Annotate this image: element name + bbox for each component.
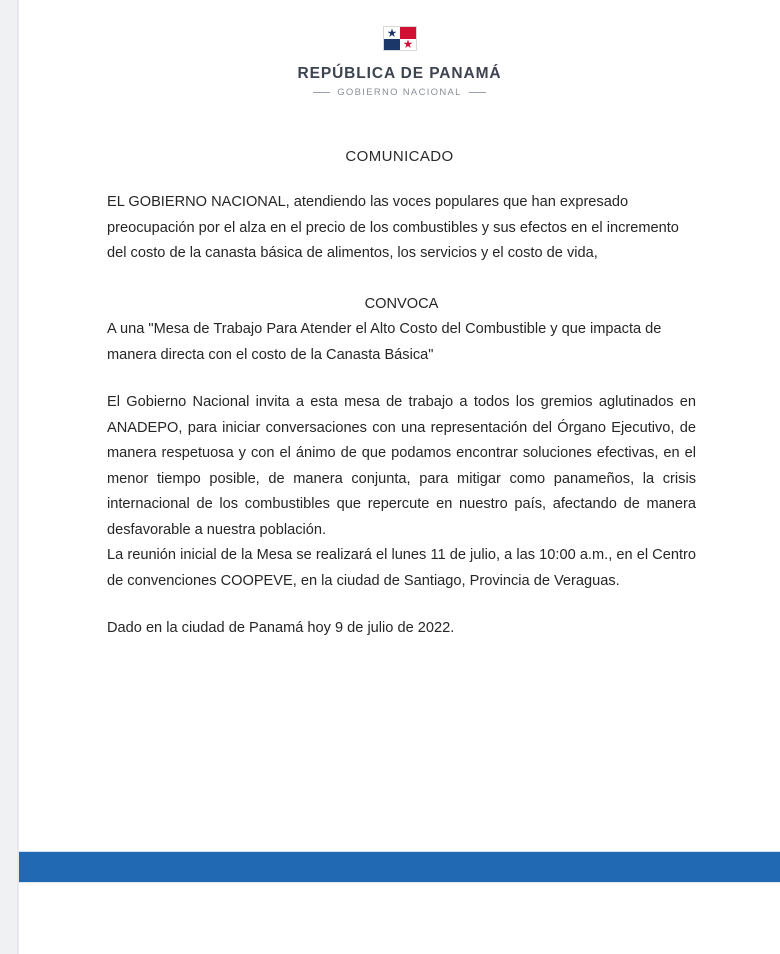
closing-paragraph: Dado en la ciudad de Panamá hoy 9 de julio de 2022. (107, 620, 455, 636)
intro-paragraph: EL GOBIERNO NACIONAL, atendiendo las voces populares que han expresado preocupación por el alza en el precio de los combustibles y sus efectos en el incremento del costo de la canasta básica de alimentos, los servicios y el costo de vida, (107, 194, 679, 261)
flag-quadrant-top-right (400, 27, 416, 39)
convoca-subject: A una "Mesa de Trabajo Para Atender el Alto Costo del Combustible y que impacta de manera directa con el costo de la Canasta Básica" (107, 321, 662, 363)
country-name: REPÚBLICA DE PANAMÁ (297, 65, 502, 82)
panama-flag-icon (383, 26, 417, 51)
page-left-gutter (0, 0, 17, 954)
government-line (19, 87, 780, 98)
meeting-paragraph: La reunión inicial de la Mesa se realizará el lunes 11 de julio, a las 10:00 a.m., en el Centro de convenciones COOPEVE, en la ciudad de Santiago, Provincia de Veraguas. (107, 547, 696, 589)
spacer (107, 267, 696, 292)
dash-left-icon (313, 92, 330, 93)
government-line-label: GOBIERNO NACIONAL (337, 87, 462, 99)
footer-blue-bar (19, 852, 780, 882)
flag-quadrant-bottom-right (400, 39, 416, 51)
flag-star-red (403, 40, 412, 49)
page-title: COMUNICADO (345, 148, 454, 165)
document-body (107, 190, 696, 642)
flag-quadrant-bottom-left (384, 39, 400, 51)
dash-right-icon (469, 92, 486, 93)
invitation-paragraph: El Gobierno Nacional invita a esta mesa de trabajo a todos los gremios aglutinados en ANADEPO, para iniciar conversaciones con una representación del Órgano Ejecutivo, de manera respetuosa y con el ánimo de que podamos encontrar soluciones efectivas, en el menor tiempo posible, de manera conjunta, para mitigar como panameños, la crisis internacional de los combustibles que repercute en nuestro país, afectando de manera desfavorable a nuestra población. (107, 394, 696, 538)
convoca-heading: CONVOCA (364, 295, 439, 312)
spacer (107, 368, 696, 390)
letterhead (19, 26, 780, 98)
document-sheet (19, 0, 780, 954)
footer-bar-bottom-edge (19, 882, 780, 883)
flag-star-blue (387, 28, 396, 37)
flag-quadrant-top-left (384, 27, 400, 39)
spacer (107, 594, 696, 616)
